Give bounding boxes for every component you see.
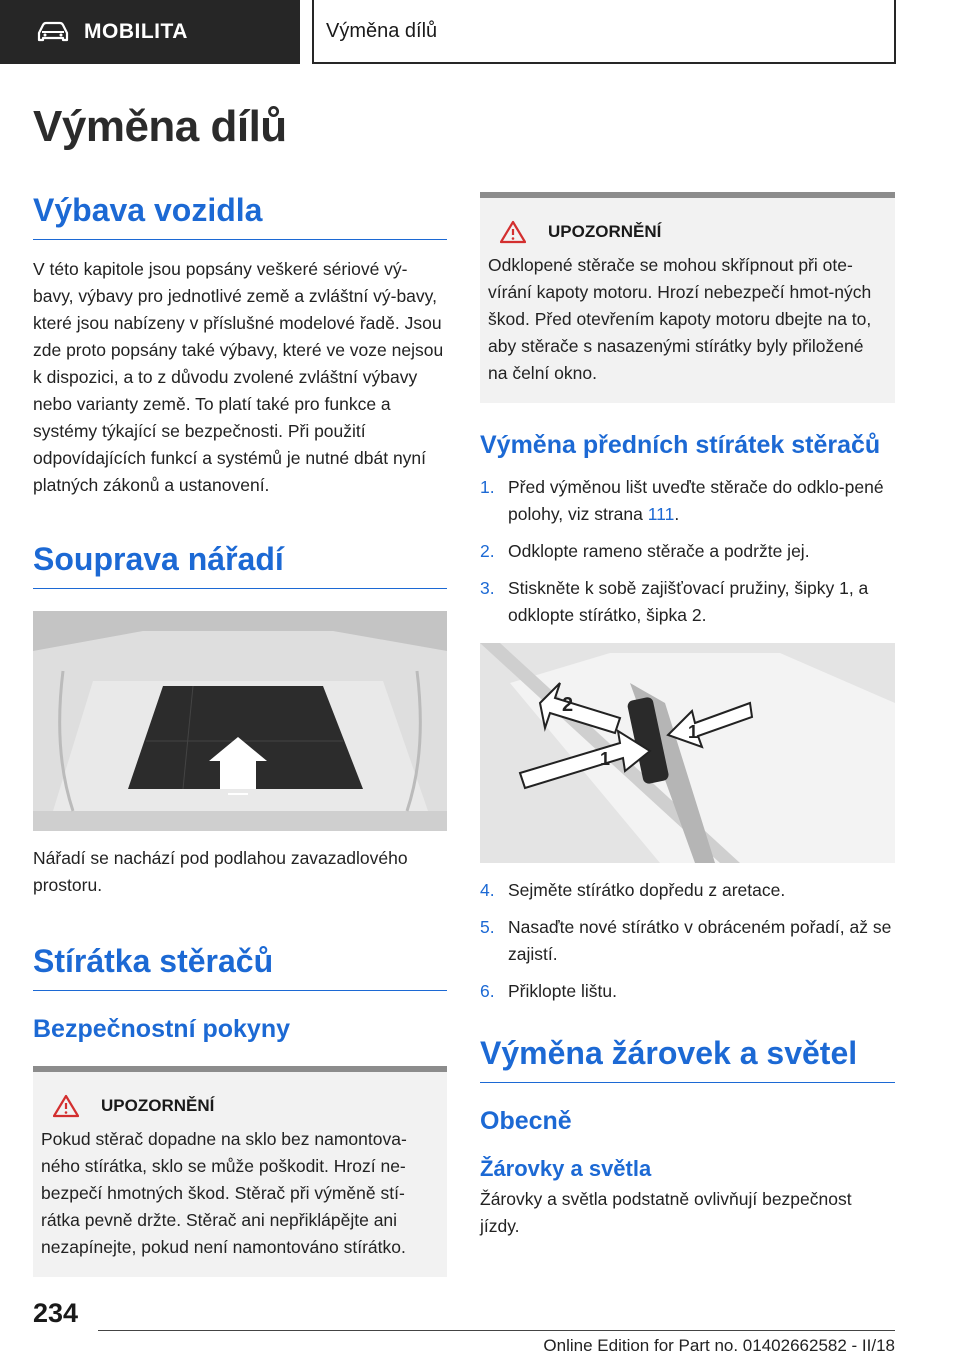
chapter-label: Výměna dílů	[326, 20, 438, 42]
general-heading: Obecně	[480, 1107, 572, 1135]
list-item: 4. Sejměte stírátko dopředu z aretace.	[480, 880, 786, 900]
warning-text: Pokud stěrač dopadne na sklo bez namontova‐ného stírátka, sklo se může poškodit. Hrozí ne‐bezpečí hmotných škod. Stěrač při výměně stí‐rátka pevně držte. Stěrač ani nepřiklápějte ani nezapínejte, pokud není namontováno stírátko.	[41, 1129, 407, 1257]
steps-list-2	[480, 877, 895, 1005]
section-tab	[0, 0, 300, 64]
warning-icon	[500, 220, 526, 244]
bulbs-heading: Výměna žárovek a světel	[480, 1035, 895, 1083]
safety-heading: Bezpečnostní pokyny	[33, 1015, 290, 1043]
list-item: 2. Odklopte rameno stěrače a podržte jej.	[480, 541, 810, 561]
equipment-text: V této kapitole jsou popsány veškeré sériové vý‐bavy, výbavy pro jednotlivé země a zvláštní vý‐bavy, které jsou nabízeny v příslušné modelové řadě. Jsou zde proto popsány také výbavy, které ve voze nejsou k dispozici, a to z důvodu zvolené zvláštní výbavy nebo varianty země. To platí také pro funkce a systémy týkající se bezpečnosti. Při použití odpovídajících funkcí a systémů je nutné dbát nyní platných zákonů a ustanovení.	[33, 259, 444, 495]
front-wipers-heading: Výměna předních stírátek stěračů	[480, 431, 881, 459]
arrow-label: 1	[688, 722, 699, 742]
equipment-heading: Výbava vozidla	[33, 192, 447, 240]
wipers-heading: Stírátka stěračů	[33, 943, 447, 991]
steps-list	[480, 474, 895, 629]
arrow-label: 1	[600, 749, 611, 769]
list-item: 5. Nasaďte nové stírátko v obráceném pořadí, až se zajistí.	[480, 917, 892, 964]
warning-box	[33, 1066, 447, 1277]
trunk-image	[33, 611, 447, 831]
toolkit-caption: Nářadí se nachází pod podlahou zavazadlového prostoru.	[33, 848, 408, 895]
footer-divider	[98, 1330, 895, 1331]
car-icon	[36, 21, 70, 43]
wiper-image	[480, 643, 895, 863]
arrow-label: 2	[562, 694, 574, 716]
bulbs-text: Žárovky a světla podstatně ovlivňují bezpečnost jízdy.	[480, 1189, 852, 1236]
chapter-tab	[312, 0, 896, 64]
right-column	[480, 192, 895, 1240]
warning-text: Odklopené stěrače se mohou skřípnout při ote‐vírání kapoty motoru. Hrozí nebezpečí hmot‐ných škod. Před otevřením kapoty motoru dbejte na to, aby stěrače s nasazenými stírátky byly přiložené na čelní okno.	[488, 255, 872, 383]
list-item: 3. Stiskněte k sobě zajišťovací pružiny, šipky 1, a odklopte stírátko, šipka 2.	[480, 578, 869, 625]
section-label: MOBILITA	[84, 20, 188, 43]
warning-title: UPOZORNĚNÍ	[548, 222, 662, 241]
warning-icon	[53, 1094, 79, 1118]
warning-box-right	[480, 192, 895, 403]
list-item: 1. Před výměnou lišt uveďte stěrače do odklo‐pené polohy, viz strana 111.	[480, 477, 884, 524]
list-item: 6. Přiklopte lištu.	[480, 981, 617, 1001]
edition-note: Online Edition for Part no. 01402662582 - II/18	[543, 1336, 895, 1355]
page-title: Výměna dílů	[33, 102, 287, 151]
left-column	[33, 192, 447, 1277]
warning-title: UPOZORNĚNÍ	[101, 1096, 215, 1115]
toolkit-heading: Souprava nářadí	[33, 541, 447, 589]
bulbs-subheading: Žárovky a světla	[480, 1156, 652, 1181]
page-number: 234	[33, 1298, 79, 1328]
page-link[interactable]: 111	[647, 504, 675, 524]
